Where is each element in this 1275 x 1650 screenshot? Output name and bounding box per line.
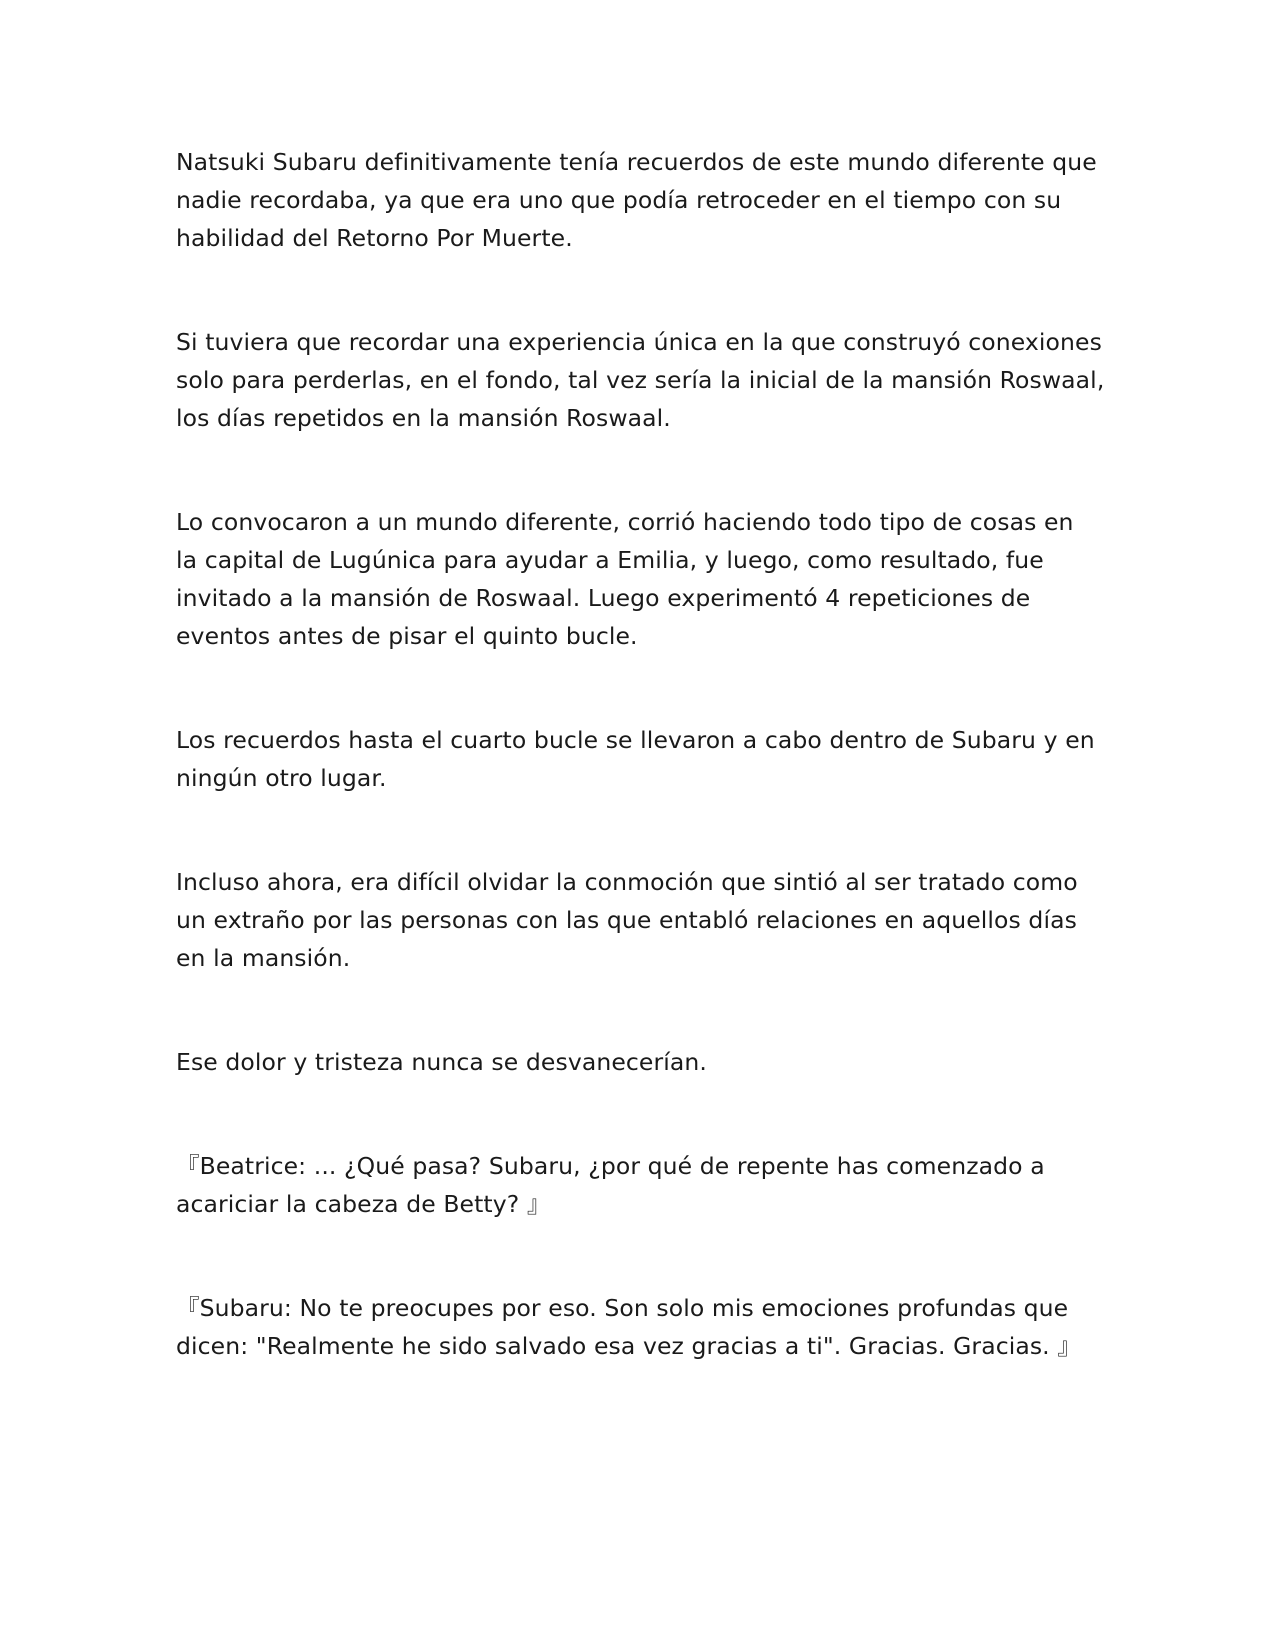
dialogue-subaru: 『Subaru: No te preocupes por eso. Son solo mis emociones profundas que dicen: "Realmente he sido salvado esa vez gracias a ti". Gracias. Gracias. 』 [176, 1294, 1081, 1360]
paragraph-6: Ese dolor y tristeza nunca se desvanecerían. [176, 1048, 707, 1076]
paragraph-4: Los recuerdos hasta el cuarto bucle se llevaron a cabo dentro de Subaru y en ningún otro lugar. [176, 726, 1095, 792]
document-body [176, 143, 1106, 1365]
paragraph-1: Natsuki Subaru definitivamente tenía recuerdos de este mundo diferente que nadie recordaba, ya que era uno que podía retroceder en el tiempo con su habilidad del Retorno Por Muerte. [176, 148, 1097, 252]
dialogue-beatrice: 『Beatrice: ... ¿Qué pasa? Subaru, ¿por qué de repente has comenzado a acariciar la cabeza de Betty? 』 [176, 1152, 1045, 1218]
paragraph-5: Incluso ahora, era difícil olvidar la conmoción que sintió al ser tratado como un extraño por las personas con las que entabló relaciones en aquellos días en la mansión. [176, 868, 1078, 972]
paragraph-2: Si tuviera que recordar una experiencia única en la que construyó conexiones solo para perderlas, en el fondo, tal vez sería la inicial de la mansión Roswaal, los días repetidos en la mansión Roswaal. [176, 328, 1105, 432]
paragraph-3: Lo convocaron a un mundo diferente, corrió haciendo todo tipo de cosas en la capital de Lugúnica para ayudar a Emilia, y luego, como resultado, fue invitado a la mansión de Roswaal. Luego experimentó 4 repeticiones de eventos antes de pisar el quinto bucle. [176, 508, 1074, 650]
